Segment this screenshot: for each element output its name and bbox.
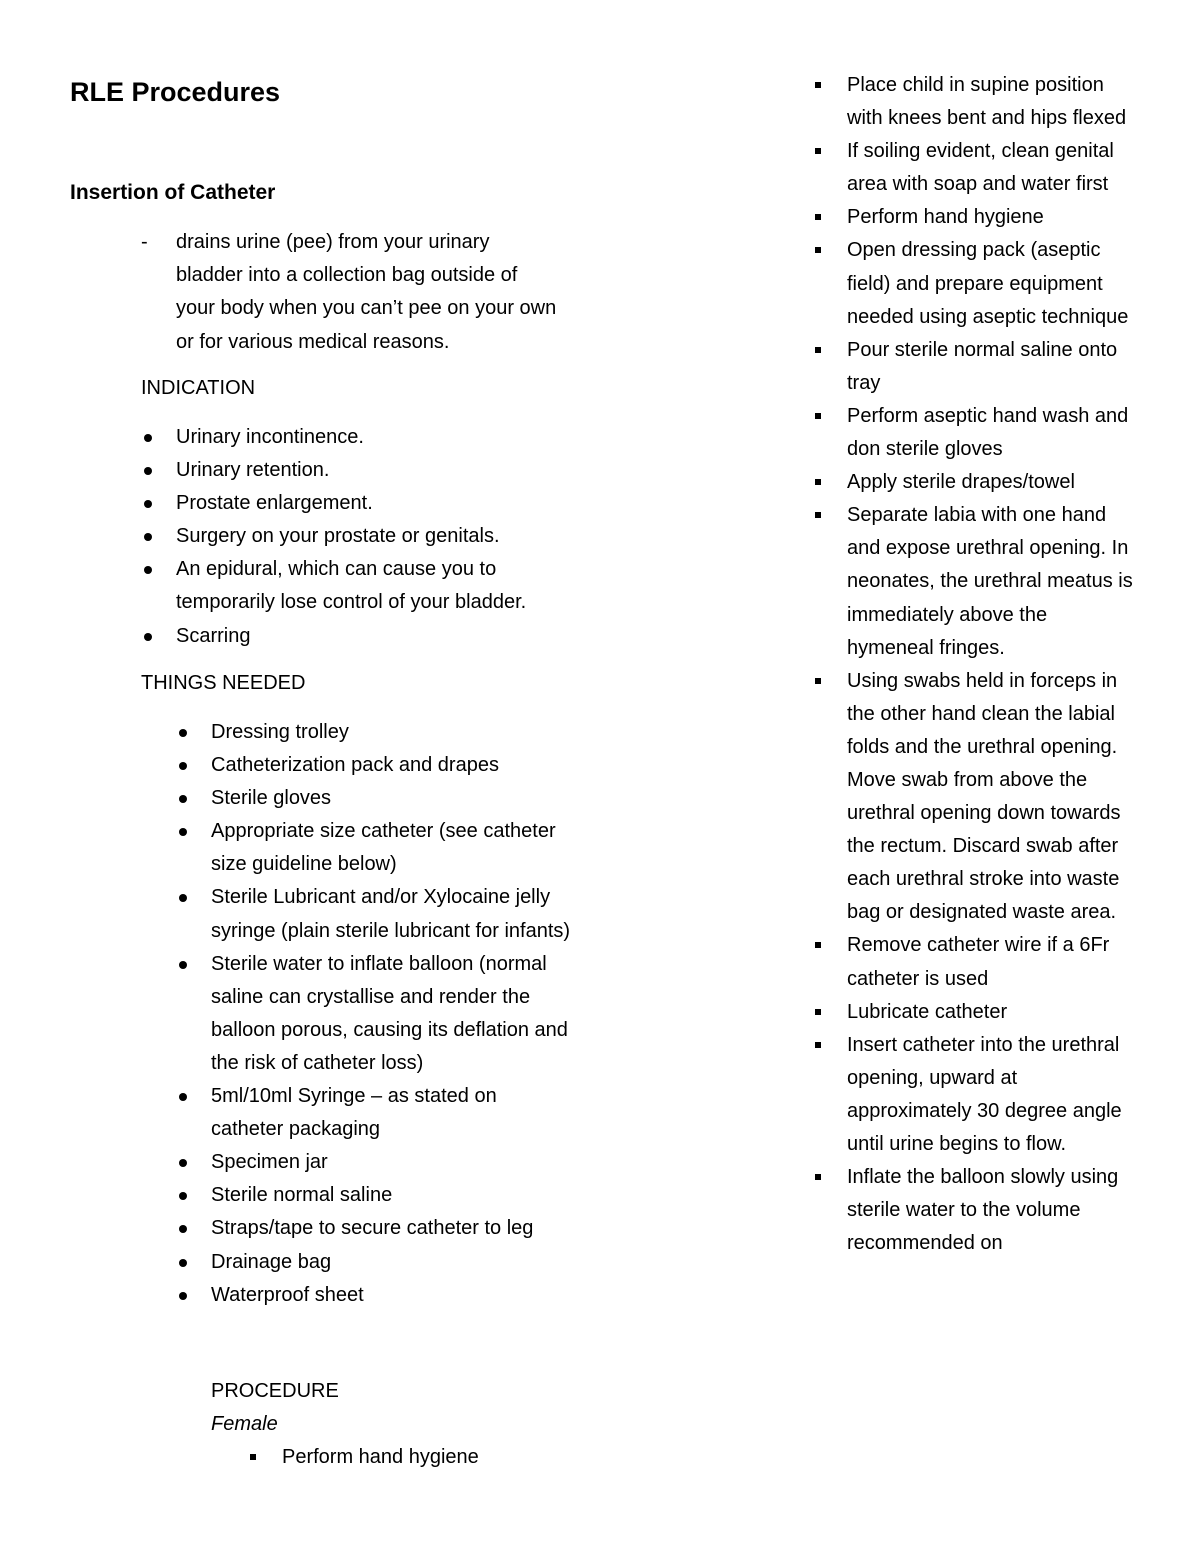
document-title: RLE Procedures xyxy=(70,77,281,107)
list-item-text: An epidural, which can cause you to temporarily lose control of your bladder. xyxy=(176,558,527,614)
square-bullet-icon xyxy=(815,347,821,353)
list-item xyxy=(211,1080,571,1146)
list-item xyxy=(211,716,571,749)
procedure-step-text: Perform hand hygiene xyxy=(847,206,1044,229)
square-bullet-icon xyxy=(815,1009,821,1015)
list-item xyxy=(211,1279,571,1312)
square-bullet-icon xyxy=(815,214,821,220)
list-item xyxy=(211,782,571,815)
bullet-icon xyxy=(179,961,187,969)
square-bullet-icon xyxy=(815,1174,821,1180)
square-bullet-icon xyxy=(250,1454,256,1460)
list-item-text: 5ml/10ml Syringe – as stated on catheter packaging xyxy=(211,1085,497,1141)
list-item xyxy=(176,487,576,520)
procedure-step xyxy=(847,234,1137,333)
procedure-step xyxy=(847,135,1137,201)
bullet-icon xyxy=(144,500,152,508)
list-item-text: Scarring xyxy=(176,624,251,647)
bullet-icon xyxy=(179,729,187,737)
list-item xyxy=(176,421,576,454)
things-needed-heading: THINGS NEEDED xyxy=(141,672,306,694)
procedure-steps-list-continued xyxy=(847,69,1137,1260)
bullet-icon xyxy=(179,894,187,902)
list-item xyxy=(211,881,571,947)
procedure-step-text: Open dressing pack (aseptic field) and prepare equipment needed using aseptic technique xyxy=(847,239,1129,328)
list-item-text: Drainage bag xyxy=(211,1250,332,1273)
procedure-step xyxy=(847,69,1137,135)
procedure-step xyxy=(282,1441,582,1474)
description-text: drains urine (pee) from your urinary bladder into a collection bag outside of your body when you can’t pee on your own or for various medical reasons. xyxy=(176,231,557,353)
procedure-step-text: Place child in supine position with knees bent and hips flexed xyxy=(847,74,1127,130)
list-item-text: Urinary incontinence. xyxy=(176,426,364,448)
bullet-icon xyxy=(144,566,152,574)
procedure-step xyxy=(847,334,1137,400)
procedure-step xyxy=(847,201,1137,234)
bullet-icon xyxy=(144,533,152,541)
things-needed-list xyxy=(211,716,571,1312)
procedure-subheading-female: Female xyxy=(211,1413,278,1435)
list-item xyxy=(211,1179,571,1212)
indication-list xyxy=(176,421,576,653)
bullet-icon xyxy=(179,1259,187,1267)
bullet-icon xyxy=(179,1225,187,1233)
list-item xyxy=(176,553,576,619)
procedure-step xyxy=(847,400,1137,466)
list-item-text: Dressing trolley xyxy=(211,721,349,743)
list-item-text: Prostate enlargement. xyxy=(176,492,373,515)
procedure-step-text: Inflate the balloon slowly using sterile water to the volume recommended on xyxy=(847,1166,1119,1255)
list-item-text: Sterile gloves xyxy=(211,787,332,810)
bullet-icon xyxy=(179,1093,187,1101)
procedure-step xyxy=(847,466,1137,499)
list-item xyxy=(176,454,576,487)
procedure-step xyxy=(847,499,1137,664)
procedure-step-text: If soiling evident, clean genital area with soap and water first xyxy=(847,140,1114,196)
procedure-step xyxy=(847,1029,1137,1161)
list-item-text: Surgery on your prostate or genitals. xyxy=(176,525,500,548)
list-item xyxy=(211,1212,571,1245)
procedure-step-text: Remove catheter wire if a 6Fr catheter is used xyxy=(847,934,1110,990)
procedure-step xyxy=(847,929,1137,995)
square-bullet-icon xyxy=(815,148,821,154)
procedure-step xyxy=(847,1161,1137,1260)
procedure-step-text: Separate labia with one hand and expose urethral opening. In neonates, the urethral meatus is immediately above the hymeneal fringes. xyxy=(847,504,1133,659)
list-item-text: Urinary retention. xyxy=(176,459,330,482)
square-bullet-icon xyxy=(815,512,821,518)
procedure-step-text: Perform aseptic hand wash and don sterile gloves xyxy=(847,404,1129,461)
square-bullet-icon xyxy=(815,247,821,253)
square-bullet-icon xyxy=(815,413,821,419)
list-item xyxy=(176,620,576,653)
bullet-icon xyxy=(144,633,152,641)
list-item-text: Sterile Lubricant and/or Xylocaine jelly syringe (plain sterile lubricant for infants) xyxy=(211,886,571,942)
bullet-icon xyxy=(179,1159,187,1167)
procedure-steps-list xyxy=(282,1441,582,1474)
bullet-icon xyxy=(179,795,187,803)
bullet-icon xyxy=(144,434,152,442)
procedure-step-text: Insert catheter into the urethral opening, upward at approximately 30 degree angle until urine begins to flow. xyxy=(847,1033,1122,1155)
procedure-step-text: Using swabs held in forceps in the other hand clean the labial folds and the urethral opening. Move swab from above the urethral opening down towards the rectum. Discard swab after each urethral stroke into waste bag or designated waste area. xyxy=(847,669,1121,924)
list-item xyxy=(211,1146,571,1179)
procedure-step xyxy=(847,665,1137,930)
list-item-text: Waterproof sheet xyxy=(211,1283,364,1306)
list-item xyxy=(211,815,571,881)
procedure-step-text: Lubricate catheter xyxy=(847,1000,1008,1023)
procedure-heading: PROCEDURE xyxy=(211,1380,339,1402)
list-item-text: Straps/tape to secure catheter to leg xyxy=(211,1217,534,1240)
square-bullet-icon xyxy=(815,942,821,948)
list-item-text: Sterile water to inflate balloon (normal saline can crystallise and render the balloon porous, causing its deflation and the risk of catheter loss) xyxy=(211,952,568,1074)
list-item xyxy=(211,1246,571,1279)
list-item xyxy=(176,520,576,553)
description-paragraph xyxy=(141,226,561,359)
indication-heading: INDICATION xyxy=(141,377,256,399)
list-item-text: Sterile normal saline xyxy=(211,1184,393,1207)
square-bullet-icon xyxy=(815,678,821,684)
bullet-icon xyxy=(179,762,187,770)
procedure-step-text: Apply sterile drapes/towel xyxy=(847,471,1075,494)
bullet-icon xyxy=(144,467,152,475)
square-bullet-icon xyxy=(815,479,821,485)
procedure-step-text: Perform hand hygiene xyxy=(282,1446,479,1468)
square-bullet-icon xyxy=(815,82,821,88)
square-bullet-icon xyxy=(815,1042,821,1048)
bullet-icon xyxy=(179,1292,187,1300)
procedure-step xyxy=(847,996,1137,1029)
list-item xyxy=(211,948,571,1080)
bullet-icon xyxy=(179,828,187,836)
list-item-text: Specimen jar xyxy=(211,1151,328,1174)
list-item-text: Appropriate size catheter (see catheter size guideline below) xyxy=(211,820,556,876)
bullet-icon xyxy=(179,1192,187,1200)
list-item-text: Catheterization pack and drapes xyxy=(211,754,499,777)
list-item xyxy=(211,749,571,782)
section-title: Insertion of Catheter xyxy=(70,181,276,204)
procedure-step-text: Pour sterile normal saline onto tray xyxy=(847,338,1118,394)
dash-bullet: - xyxy=(141,231,148,253)
